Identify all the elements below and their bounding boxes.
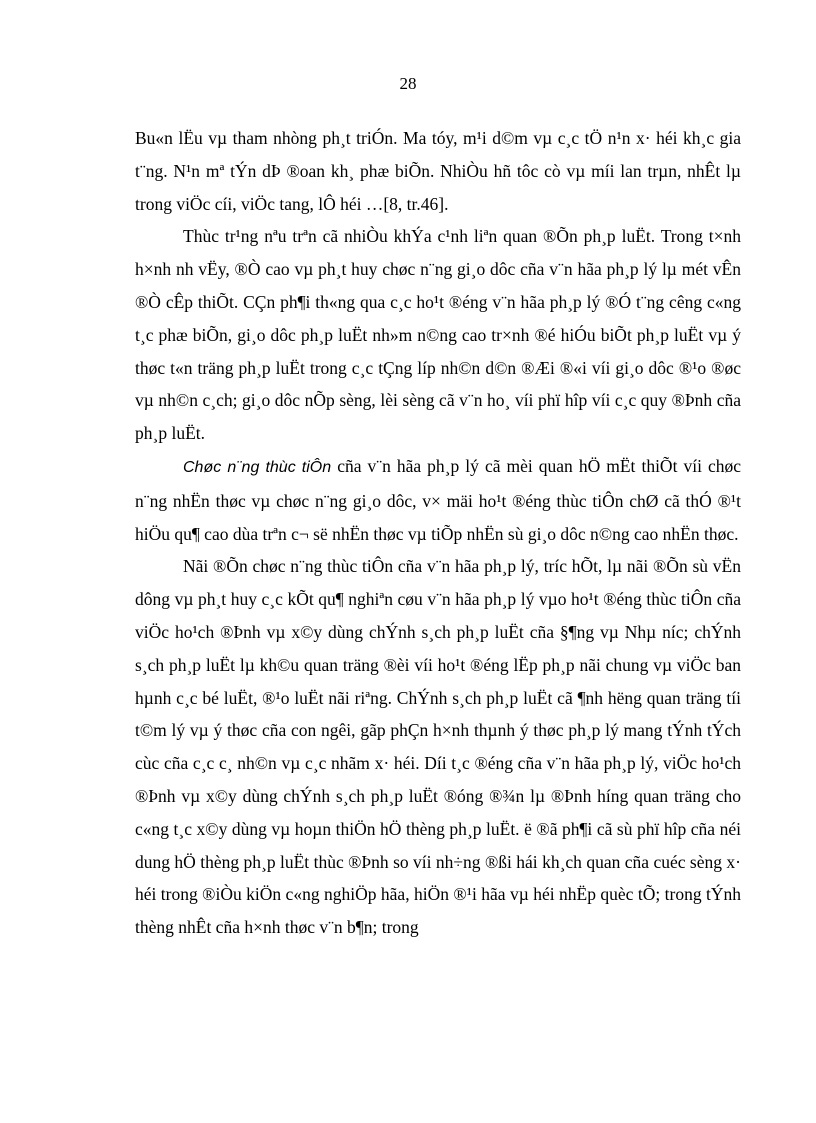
paragraph-4: Nãi ®Õn chøc n¨ng thùc tiÔn cña v¨n hãa ph¸p lý, tríc hÕt, lµ nãi ®Õn sù vËn dông vµ ph¸t huy c¸c kÕt qu¶ nghiªn cøu v¨n hãa ph¸p lý vµo ho¹t ®éng thùc tiÔn cña viÖc ho¹ch ®Þnh vµ x©y dùng chÝnh s¸ch ph¸p luËt cña §¶ng vµ Nhµ níc; chÝnh s¸ch ph¸p luËt lµ kh©u quan träng ®èi víi ho¹t ®éng lËp ph¸p nãi chung vµ viÖc ban hµnh c¸c bé luËt, ®¹o luËt nãi riªng. ChÝnh s¸ch ph¸p luËt cã ¶nh hëng quan träng tíi t©m lý vµ ý thøc cña con ngêi, gãp phÇn h×nh thµnh ý thøc ph¸p lý mang tÝnh tÝch cùc cña c¸c c¸ nh©n vµ c¸c nhãm x· héi. Díi t¸c ®éng cña v¨n hãa ph¸p lý, viÖc ho¹ch ®Þnh vµ x©y dùng chÝnh s¸ch ph¸p luËt ®óng ®¾n lµ ®Þnh híng quan träng cho c«ng t¸c x©y dùng vµ hoµn thiÖn hÖ thèng ph¸p luËt. ë ®ã ph¶i cã sù phï hîp cña néi dung hÖ thèng ph¸p luËt thùc ®Þnh so víi nh÷ng ®ßi hái kh¸ch quan cña cuéc sèng x· héi trong ®iÒu kiÖn c«ng nghiÖp hãa, hiÖn ®¹i hãa vµ héi nhËp quèc tÕ; trong tÝnh thèng nhÊt cña h×nh thøc v¨n b¶n; trong xyxy=(135,556,741,938)
italic-term: Chøc n¨ng thùc tiÔn xyxy=(183,458,332,476)
page-body xyxy=(135,122,741,944)
paragraph-1: Bu«n lËu vµ tham nhòng ph¸t triÓn. Ma tóy, m¹i d©m vµ c¸c tÖ n¹n x· héi kh¸c gia t¨ng. N¹n mª tÝn dÞ ®oan kh¸ phæ biÕn. NhiÒu hñ tôc cò vµ míi lan trµn, nhÊt lµ trong viÖc cíi, viÖc tang, lÔ héi …[8, tr.46]. xyxy=(135,128,741,214)
page-number: 28 xyxy=(399,74,417,93)
paragraph-2: Thùc tr¹ng nªu trªn cã nhiÒu khÝa c¹nh liªn quan ®Õn ph¸p luËt. Trong t×nh h×nh nh vËy, ®Ò cao vµ ph¸t huy chøc n¨ng gi¸o dôc cña v¨n hãa ph¸p lý lµ mét vÊn ®Ò cÊp thiÕt. CÇn ph¶i th«ng qua c¸c ho¹t ®éng v¨n hãa ph¸p lý ®Ó t¨ng cêng c«ng t¸c phæ biÕn, gi¸o dôc ph¸p luËt nh»m n©ng cao tr×nh ®é hiÓu biÕt ph¸p luËt vµ ý thøc t«n träng ph¸p luËt trong c¸c tÇng líp nh©n d©n ®Æi ®«i víi gi¸o dôc ®¹o ®øc vµ nh©n c¸ch; gi¸o dôc nÕp sèng, lèi sèng cã v¨n ho¸ víi phï hîp víi c¸c quy ®Þnh cña ph¸p luËt. xyxy=(135,226,741,444)
paragraph-3-text: cña v¨n hãa ph¸p lý cã mèi quan hÖ mËt thiÕt víi chøc n¨ng nhËn thøc vµ chøc n¨ng gi¸o dôc, v× mäi ho¹t ®éng thùc tiÔn chØ cã thÓ ®¹t hiÖu qu¶ cao dùa trªn c¬ së nhËn thøc vµ tiÕp nhËn sù gi¸o dôc n©ng cao nhËn thøc. xyxy=(135,455,742,544)
paragraph-3 xyxy=(135,450,741,550)
